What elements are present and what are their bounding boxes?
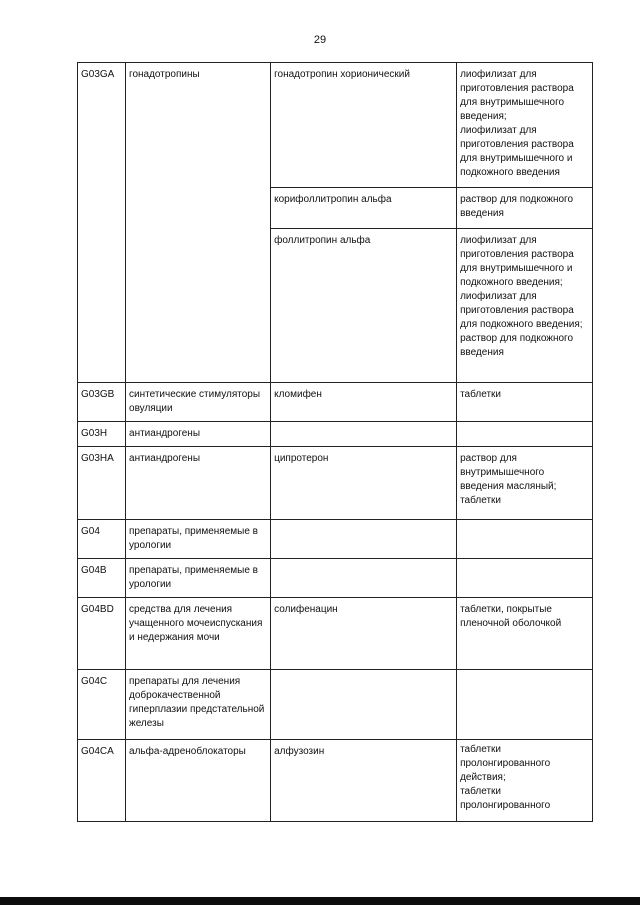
table-row bbox=[78, 740, 593, 822]
form-cell bbox=[457, 670, 593, 740]
form-cell: лиофилизат для приготовления раствора для внутримышечного и подкожного введения; лиофилизат для приготовления раствора для подкожного введения; раствор для подкожного введения bbox=[457, 229, 593, 383]
form-cell: таблетки пролонгированного действия; таблетки пролонгированного bbox=[457, 740, 593, 822]
atc-code-cell: G04BD bbox=[78, 598, 126, 670]
drug-cell: солифенацин bbox=[271, 598, 457, 670]
atc-code-cell: G03GB bbox=[78, 383, 126, 422]
group-cell: гонадотропины bbox=[126, 63, 271, 383]
group-cell: препараты, применяемые в урологии bbox=[126, 520, 271, 559]
drug-cell bbox=[271, 520, 457, 559]
drug-cell: гонадотропин хорионический bbox=[271, 63, 457, 188]
table-row bbox=[78, 63, 593, 188]
atc-code-cell: G04B bbox=[78, 559, 126, 598]
form-cell: раствор для подкожного введения bbox=[457, 188, 593, 229]
form-cell: раствор для внутримышечного введения масляный; таблетки bbox=[457, 447, 593, 520]
atc-code-cell: G03HA bbox=[78, 447, 126, 520]
group-cell: альфа-адреноблокаторы bbox=[126, 740, 271, 822]
group-cell: антиандрогены bbox=[126, 422, 271, 447]
atc-code-cell: G04 bbox=[78, 520, 126, 559]
table-row bbox=[78, 520, 593, 559]
form-cell bbox=[457, 520, 593, 559]
atc-code-cell: G04C bbox=[78, 670, 126, 740]
table-row bbox=[78, 447, 593, 520]
atc-code-cell: G03GA bbox=[78, 63, 126, 383]
drug-cell: ципротерон bbox=[271, 447, 457, 520]
form-cell bbox=[457, 559, 593, 598]
form-cell bbox=[457, 422, 593, 447]
drug-cell: алфузозин bbox=[271, 740, 457, 822]
page-number: 29 bbox=[313, 34, 327, 46]
form-cell: таблетки, покрытые пленочной оболочкой bbox=[457, 598, 593, 670]
table-row bbox=[78, 422, 593, 447]
group-cell: антиандрогены bbox=[126, 447, 271, 520]
atc-code-cell: G03H bbox=[78, 422, 126, 447]
table-row bbox=[78, 383, 593, 422]
group-cell: синтетические стимуляторы овуляции bbox=[126, 383, 271, 422]
drug-cell: кломифен bbox=[271, 383, 457, 422]
group-cell: препараты для лечения доброкачественной гиперплазии предстательной железы bbox=[126, 670, 271, 740]
drug-cell bbox=[271, 559, 457, 598]
form-cell: лиофилизат для приготовления раствора для внутримышечного введения; лиофилизат для приготовления раствора для внутримышечного и подкожного введения bbox=[457, 63, 593, 188]
drug-cell bbox=[271, 670, 457, 740]
table-row bbox=[78, 559, 593, 598]
page-bottom-edge bbox=[0, 897, 640, 905]
table-row bbox=[78, 598, 593, 670]
atc-code-cell: G04CA bbox=[78, 740, 126, 822]
table-row bbox=[78, 670, 593, 740]
form-cell: таблетки bbox=[457, 383, 593, 422]
drug-cell: фоллитропин альфа bbox=[271, 229, 457, 383]
group-cell: средства для лечения учащенного мочеиспускания и недержания мочи bbox=[126, 598, 271, 670]
group-cell: препараты, применяемые в урологии bbox=[126, 559, 271, 598]
drug-cell: корифоллитропин альфа bbox=[271, 188, 457, 229]
drug-cell bbox=[271, 422, 457, 447]
drug-classification-table bbox=[77, 62, 593, 822]
